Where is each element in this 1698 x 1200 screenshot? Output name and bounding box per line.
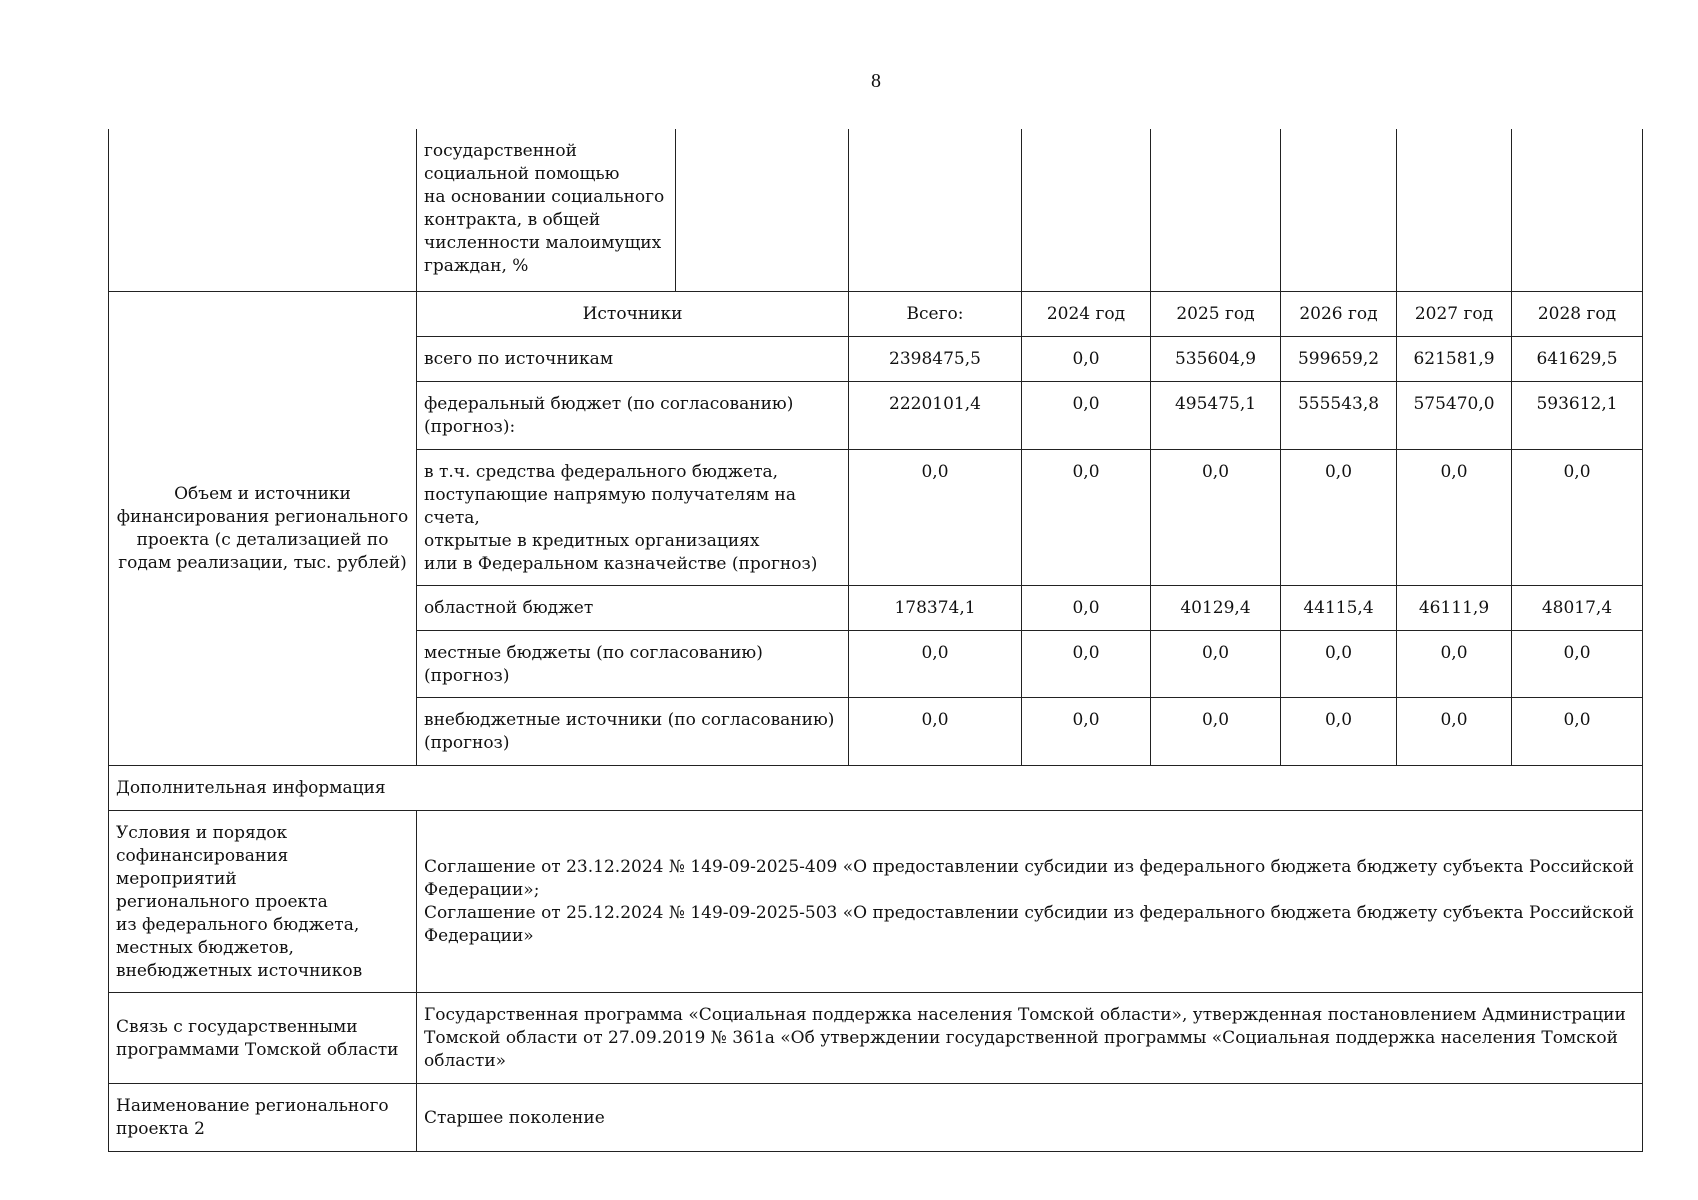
- empty-cell: [1281, 129, 1397, 291]
- value-2026: 555543,8: [1281, 381, 1397, 449]
- value-2024: 0,0: [1022, 381, 1151, 449]
- value-2025: 535604,9: [1151, 336, 1281, 381]
- section-heading: Дополнительная информация: [109, 765, 1643, 810]
- value-2026: 0,0: [1281, 697, 1397, 765]
- financing-row-label: Объем и источники финансирования регионального проекта (с детализацией по годам реализации, тыс. рублей): [109, 291, 417, 765]
- cofinancing-label: Условия и порядок софинансирования мероприятий регионального проекта из федерального бюджета, местных бюджетов, внебюджетных источников: [109, 810, 417, 992]
- value-total: 178374,1: [849, 585, 1022, 630]
- value-2028: 0,0: [1512, 449, 1643, 585]
- header-2025: 2025 год: [1151, 291, 1281, 336]
- empty-cell: [1512, 129, 1643, 291]
- value-2024: 0,0: [1022, 449, 1151, 585]
- state-programs-row: [109, 992, 1643, 1083]
- project-name-text: Старшее поколение: [417, 1083, 1643, 1151]
- value-2025: 0,0: [1151, 449, 1281, 585]
- empty-cell: [1022, 129, 1151, 291]
- value-2027: 0,0: [1397, 630, 1512, 697]
- cofinancing-text: Соглашение от 23.12.2024 № 149-09-2025-409 «О предоставлении субсидии из федерального бюджета бюджету субъекта Российской Федерации»; Соглашение от 25.12.2024 № 149-09-2025-503 «О предоставлении субсидии из федерального бюджета бюджету субъекта Российской Федерации»: [417, 810, 1643, 992]
- source-label: всего по источникам: [417, 336, 849, 381]
- header-2024: 2024 год: [1022, 291, 1151, 336]
- header-total: Всего:: [849, 291, 1022, 336]
- value-2028: 641629,5: [1512, 336, 1643, 381]
- value-2024: 0,0: [1022, 630, 1151, 697]
- indicator-name-tail: государственной социальной помощью на основании социального контракта, в общей численности малоимущих граждан, %: [417, 129, 676, 291]
- additional-info-row: [109, 765, 1643, 810]
- page-number: 8: [871, 70, 881, 92]
- source-label: местные бюджеты (по согласованию) (прогноз): [417, 630, 849, 697]
- value-2027: 621581,9: [1397, 336, 1512, 381]
- empty-cell: [1151, 129, 1281, 291]
- header-2026: 2026 год: [1281, 291, 1397, 336]
- header-2027: 2027 год: [1397, 291, 1512, 336]
- value-2026: 0,0: [1281, 630, 1397, 697]
- value-2025: 40129,4: [1151, 585, 1281, 630]
- source-label: федеральный бюджет (по согласованию) (прогноз):: [417, 381, 849, 449]
- value-2025: 495475,1: [1151, 381, 1281, 449]
- empty-cell: [849, 129, 1022, 291]
- value-total: 2220101,4: [849, 381, 1022, 449]
- value-total: 0,0: [849, 630, 1022, 697]
- cofinancing-row: [109, 810, 1643, 992]
- value-2028: 48017,4: [1512, 585, 1643, 630]
- project-name-label: Наименование регионального проекта 2: [109, 1083, 417, 1151]
- empty-cell: [109, 129, 417, 291]
- value-2024: 0,0: [1022, 585, 1151, 630]
- value-2027: 0,0: [1397, 697, 1512, 765]
- state-programs-label: Связь с государственными программами Томской области: [109, 992, 417, 1083]
- empty-cell: [1397, 129, 1512, 291]
- value-2028: 0,0: [1512, 697, 1643, 765]
- value-2027: 46111,9: [1397, 585, 1512, 630]
- header-sources: Источники: [417, 291, 849, 336]
- indicator-continuation-row: [109, 129, 1643, 291]
- value-2026: 599659,2: [1281, 336, 1397, 381]
- source-label: внебюджетные источники (по согласованию) (прогноз): [417, 697, 849, 765]
- source-label: в т.ч. средства федерального бюджета, поступающие напрямую получателям на счета, открытые в кредитных организациях или в Федеральном казначействе (прогноз): [417, 449, 849, 585]
- state-programs-text: Государственная программа «Социальная поддержка населения Томской области», утвержденная постановлением Администрации Томской области от 27.09.2019 № 361а «Об утверждении государственной программы «Социальная поддержка населения Томской области»: [417, 992, 1643, 1083]
- financing-header-row: [109, 291, 1643, 336]
- value-2024: 0,0: [1022, 336, 1151, 381]
- value-total: 2398475,5: [849, 336, 1022, 381]
- value-2027: 0,0: [1397, 449, 1512, 585]
- project-passport-table: [108, 129, 1643, 1152]
- value-2028: 0,0: [1512, 630, 1643, 697]
- value-2025: 0,0: [1151, 630, 1281, 697]
- header-2028: 2028 год: [1512, 291, 1643, 336]
- value-2025: 0,0: [1151, 697, 1281, 765]
- empty-cell: [676, 129, 849, 291]
- value-2026: 44115,4: [1281, 585, 1397, 630]
- source-label: областной бюджет: [417, 585, 849, 630]
- value-total: 0,0: [849, 697, 1022, 765]
- value-2028: 593612,1: [1512, 381, 1643, 449]
- value-total: 0,0: [849, 449, 1022, 585]
- value-2024: 0,0: [1022, 697, 1151, 765]
- value-2026: 0,0: [1281, 449, 1397, 585]
- value-2027: 575470,0: [1397, 381, 1512, 449]
- project-name-row: [109, 1083, 1643, 1151]
